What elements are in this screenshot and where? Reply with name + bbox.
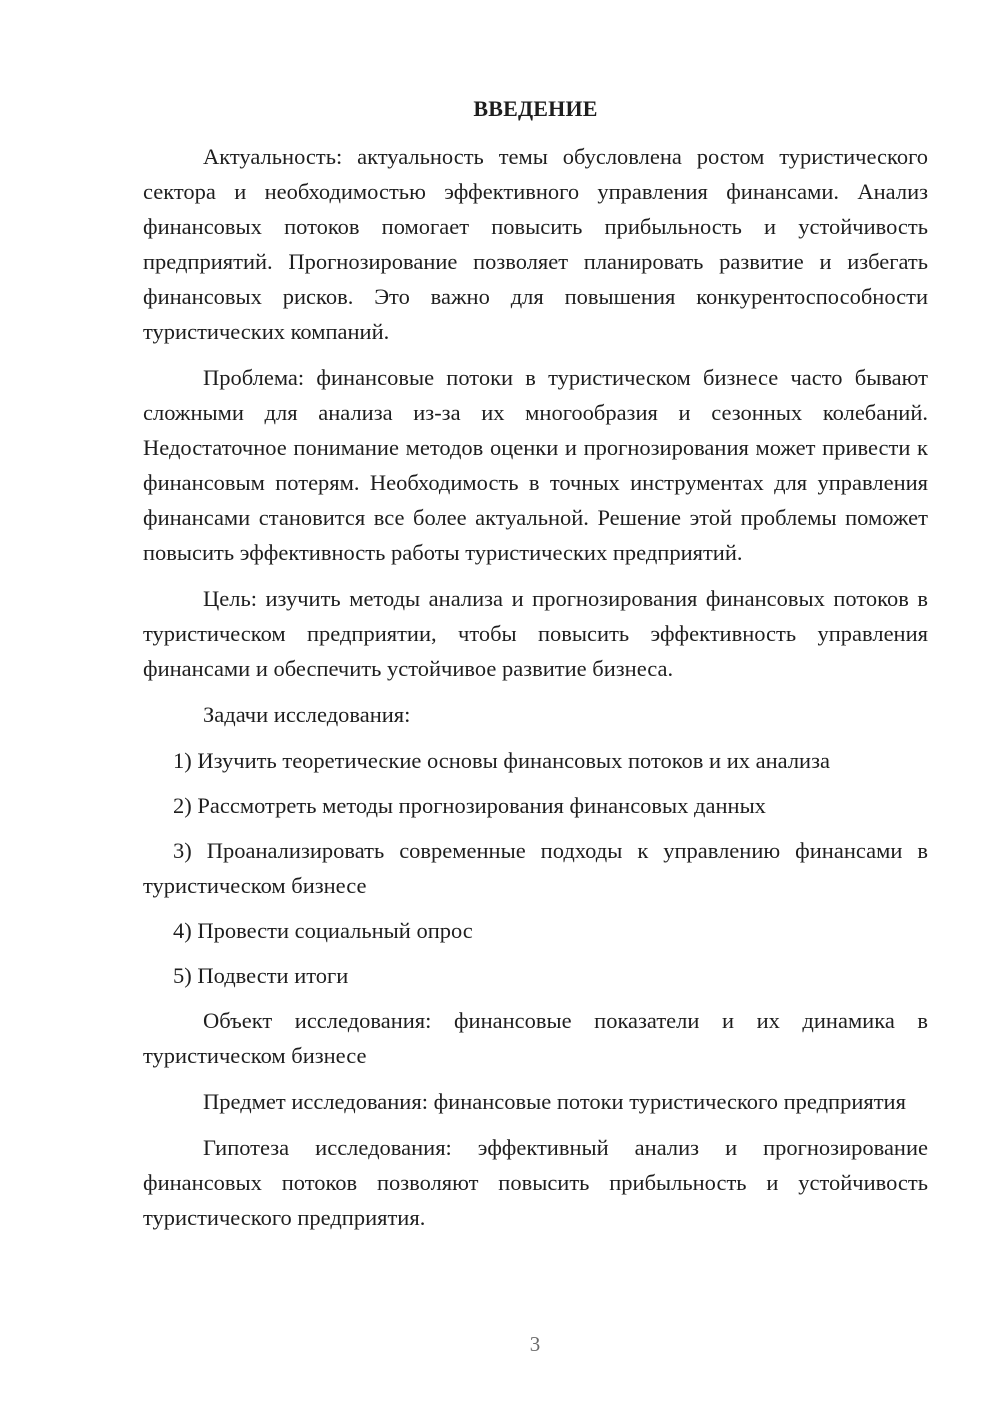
document-page (143, 94, 928, 1246)
task-item-3: 3) Проанализировать современные подходы к управлению финансами в туристическом бизнесе (143, 838, 928, 898)
tasks-heading: Задачи исследования: (203, 702, 411, 727)
problem-paragraph: Проблема: финансовые потоки в туристическом бизнесе часто бывают сложными для анализа из-за их многообразия и сезонных колебаний. Недостаточное понимание методов оценки и прогнозирования может привести к финансовым потерям. Необходимость в точных инструментах для управления финансами становится все более актуальной. Решение этой проблемы поможет повысить эффективность работы туристических предприятий. (143, 365, 928, 565)
task-item-1: 1) Изучить теоретические основы финансовых потоков и их анализа (173, 748, 830, 773)
task-item-4: 4) Провести социальный опрос (173, 918, 473, 943)
relevance-paragraph: Актуальность: актуальность темы обусловлена ростом туристического сектора и необходимостью эффективного управления финансами. Анализ финансовых потоков помогает повысить прибыльность и устойчивость предприятий. Прогнозирование позволяет планировать развитие и избегать финансовых рисков. Это важно для повышения конкурентоспособности туристических компаний. (143, 144, 928, 344)
section-title: ВВЕДЕНИЕ (473, 96, 598, 121)
task-item-5: 5) Подвести итоги (173, 963, 349, 988)
page-number: 3 (529, 1332, 541, 1356)
goal-paragraph: Цель: изучить методы анализа и прогнозирования финансовых потоков в туристическом предприятии, чтобы повысить эффективность управления финансами и обеспечить устойчивое развитие бизнеса. (143, 586, 928, 681)
hypothesis-paragraph: Гипотеза исследования: эффективный анализ и прогнозирование финансовых потоков позволяют повысить прибыльность и устойчивость туристического предприятия. (143, 1135, 928, 1230)
tasks-list (143, 743, 928, 993)
task-item-2: 2) Рассмотреть методы прогнозирования финансовых данных (173, 793, 766, 818)
subject-paragraph: Предмет исследования: финансовые потоки туристического предприятия (203, 1089, 906, 1114)
object-paragraph: Объект исследования: финансовые показатели и их динамика в туристическом бизнесе (143, 1008, 928, 1068)
